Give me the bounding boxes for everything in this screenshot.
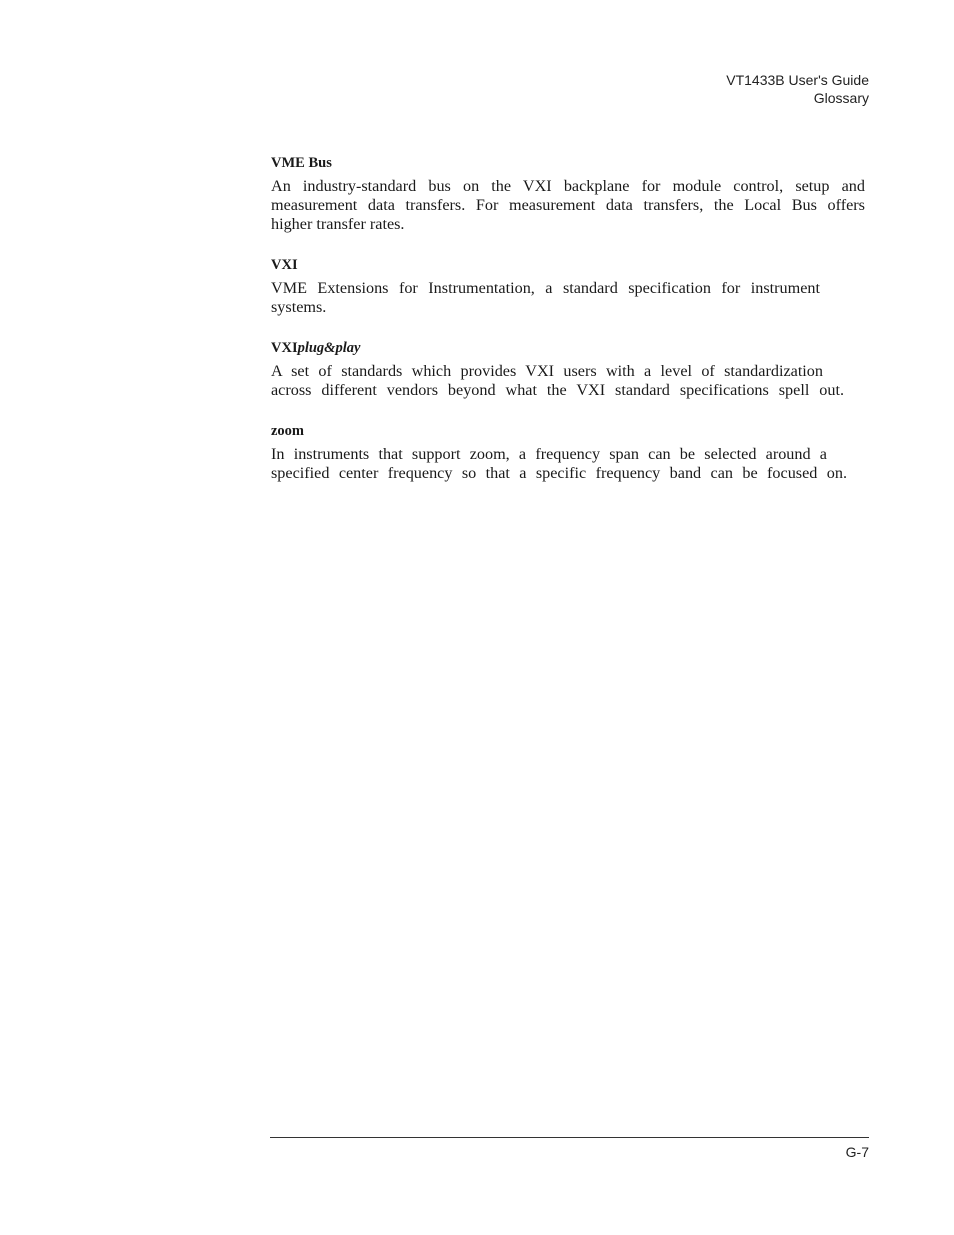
definition-line: higher transfer rates.: [271, 215, 405, 233]
glossary-definition: [271, 362, 844, 400]
document-title: VT1433B User's Guide: [726, 72, 869, 88]
glossary-term: VXIplug&play: [271, 340, 361, 356]
glossary-term: zoom: [271, 423, 305, 439]
glossary-term-suffix: plug&play: [297, 340, 361, 356]
definition-line: measurement data transfers. For measurement data transfers, the Local Bus offers: [271, 196, 865, 214]
glossary-entry-zoom: [271, 422, 865, 483]
glossary-definition: [271, 445, 847, 483]
page-number: G-7: [845, 1144, 869, 1160]
footer-divider: [270, 1137, 869, 1138]
definition-line: VME Extensions for Instrumentation, a standard specification for instrument: [271, 279, 820, 297]
section-title: Glossary: [813, 90, 869, 106]
glossary-entries: [271, 154, 865, 505]
glossary-definition: [271, 279, 820, 317]
glossary-entry-vme-bus: [271, 154, 865, 234]
definition-line: systems.: [271, 298, 327, 316]
glossary-definition: [271, 177, 865, 234]
glossary-entry-vxiplugplay: [271, 339, 865, 400]
definition-line: In instruments that support zoom, a frequency span can be selected around a: [271, 445, 827, 463]
running-header: [726, 71, 869, 107]
definition-line: specified center frequency so that a specific frequency band can be focused on.: [271, 464, 847, 482]
glossary-term: VME Bus: [271, 155, 332, 171]
definition-line: across different vendors beyond what the VXI standard specifications spell out.: [271, 381, 844, 399]
definition-line: A set of standards which provides VXI users with a level of standardization: [271, 362, 823, 380]
definition-line: An industry-standard bus on the VXI backplane for module control, setup and: [271, 177, 865, 195]
glossary-entry-vxi: [271, 256, 865, 317]
glossary-term: VXI: [271, 257, 298, 273]
